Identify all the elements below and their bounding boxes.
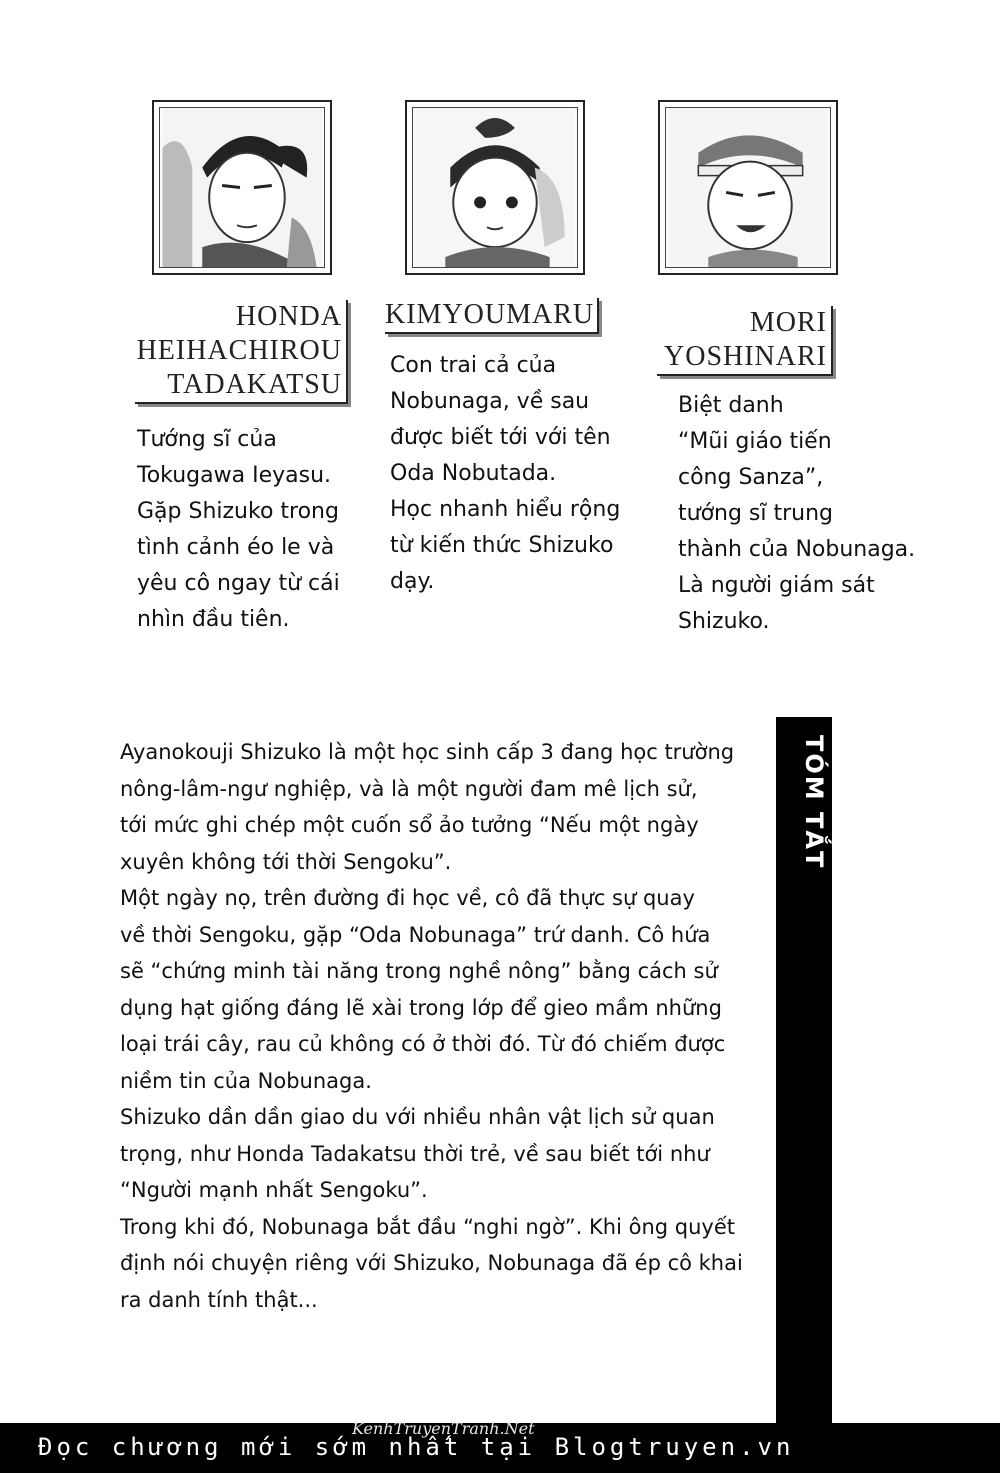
- character-description-kimyoumaru: [390, 348, 620, 600]
- name-line: YOSHINARI: [664, 341, 827, 372]
- summary-line: dụng hạt giống đáng lẽ xài trong lớp để gieo mầm những: [120, 995, 722, 1020]
- summary-line: Ayanokouji Shizuko là một học sinh cấp 3 đang học trường: [120, 740, 735, 764]
- name-line: TADAKATSU: [167, 369, 342, 400]
- description-line: yêu cô ngay từ cái: [137, 571, 340, 596]
- description-line: Là người giám sát: [678, 573, 875, 598]
- summary-line: tới mức ghi chép một cuốn sổ ảo tưởng “Nếu một ngày: [120, 813, 699, 837]
- character-description-honda: [137, 422, 340, 638]
- description-line: công Sanza”,: [678, 465, 824, 490]
- summary-text: [120, 734, 770, 1318]
- description-line: tướng sĩ trung: [678, 501, 834, 526]
- name-line: HEIHACHIROU: [136, 335, 342, 366]
- summary-line: Trong khi đó, Nobunaga bắt đầu “nghi ngờ”. Khi ông quyết: [120, 1214, 736, 1239]
- portrait-kimyoumaru: [405, 100, 585, 275]
- summary-line: loại trái cây, rau củ không có ở thời đó. Từ đó chiếm được: [120, 1032, 726, 1056]
- name-line: KIMYOUMARU: [385, 299, 595, 330]
- name-line: MORI: [749, 307, 827, 338]
- summary-line: Một ngày nọ, trên đường đi học về, cô đã thực sự quay: [120, 886, 695, 910]
- summary-line: ra danh tính thật...: [120, 1287, 318, 1312]
- description-line: Shizuko.: [678, 609, 770, 634]
- summary-tab: [776, 717, 832, 1423]
- summary-line: về thời Sengoku, gặp “Oda Nobunaga” trứ danh. Cô hứa: [120, 922, 711, 947]
- mori-face-illustration: [666, 108, 830, 267]
- summary-heading: TÓM TẮT: [800, 735, 828, 870]
- summary-line: định nói chuyện riêng với Shizuko, Nobunaga đã ép cô khai: [120, 1251, 743, 1275]
- description-line: dạy.: [390, 569, 435, 594]
- character-name-kimyoumaru: [385, 298, 599, 334]
- summary-line: sẽ “chứng minh tài năng trong nghề nông” bằng cách sử: [120, 959, 718, 983]
- summary-line: Shizuko dần dần giao du với nhiều nhân vật lịch sử quan: [120, 1105, 715, 1129]
- character-description-mori: [678, 388, 915, 640]
- summary-line: nông-lâm-ngư nghiệp, và là một người đam mê lịch sử,: [120, 776, 698, 801]
- description-line: Oda Nobutada.: [390, 461, 557, 486]
- honda-face-illustration: [160, 108, 324, 267]
- summary-line: “Người mạnh nhất Sengoku”.: [120, 1178, 428, 1202]
- description-line: “Mũi giáo tiến: [678, 429, 832, 454]
- portrait-honda: [152, 100, 332, 275]
- portrait-mori: [658, 100, 838, 275]
- description-line: thành của Nobunaga.: [678, 537, 916, 562]
- description-line: nhìn đầu tiên.: [137, 607, 290, 632]
- description-line: Tướng sĩ của: [137, 427, 277, 452]
- description-line: Học nhanh hiểu rộng: [390, 497, 621, 522]
- summary-line: trọng, như Honda Tadakatsu thời trẻ, về sau biết tới như: [120, 1141, 710, 1166]
- description-line: Con trai cả của: [390, 353, 557, 378]
- footer-banner[interactable]: [0, 1419, 1000, 1473]
- name-line: HONDA: [235, 301, 342, 332]
- character-name-mori: [657, 306, 833, 376]
- description-line: Tokugawa Ieyasu.: [137, 463, 332, 488]
- character-name-honda: [135, 300, 348, 404]
- watermark: KenhTruyenTranh.Net: [352, 1419, 535, 1438]
- description-line: Gặp Shizuko trong: [137, 499, 339, 524]
- footer-text[interactable]: Đọc chương mới sớm nhất tại Blogtruyen.vn: [38, 1433, 795, 1461]
- kimyoumaru-face-illustration: [413, 108, 577, 267]
- description-line: Biệt danh: [678, 393, 784, 418]
- summary-line: xuyên không tới thời Sengoku”.: [120, 849, 452, 874]
- description-line: tình cảnh éo le và: [137, 535, 335, 560]
- summary-line: niềm tin của Nobunaga.: [120, 1068, 372, 1093]
- description-line: từ kiến thức Shizuko: [390, 533, 614, 558]
- description-line: Nobunaga, về sau: [390, 389, 590, 414]
- description-line: được biết tới với tên: [390, 425, 611, 450]
